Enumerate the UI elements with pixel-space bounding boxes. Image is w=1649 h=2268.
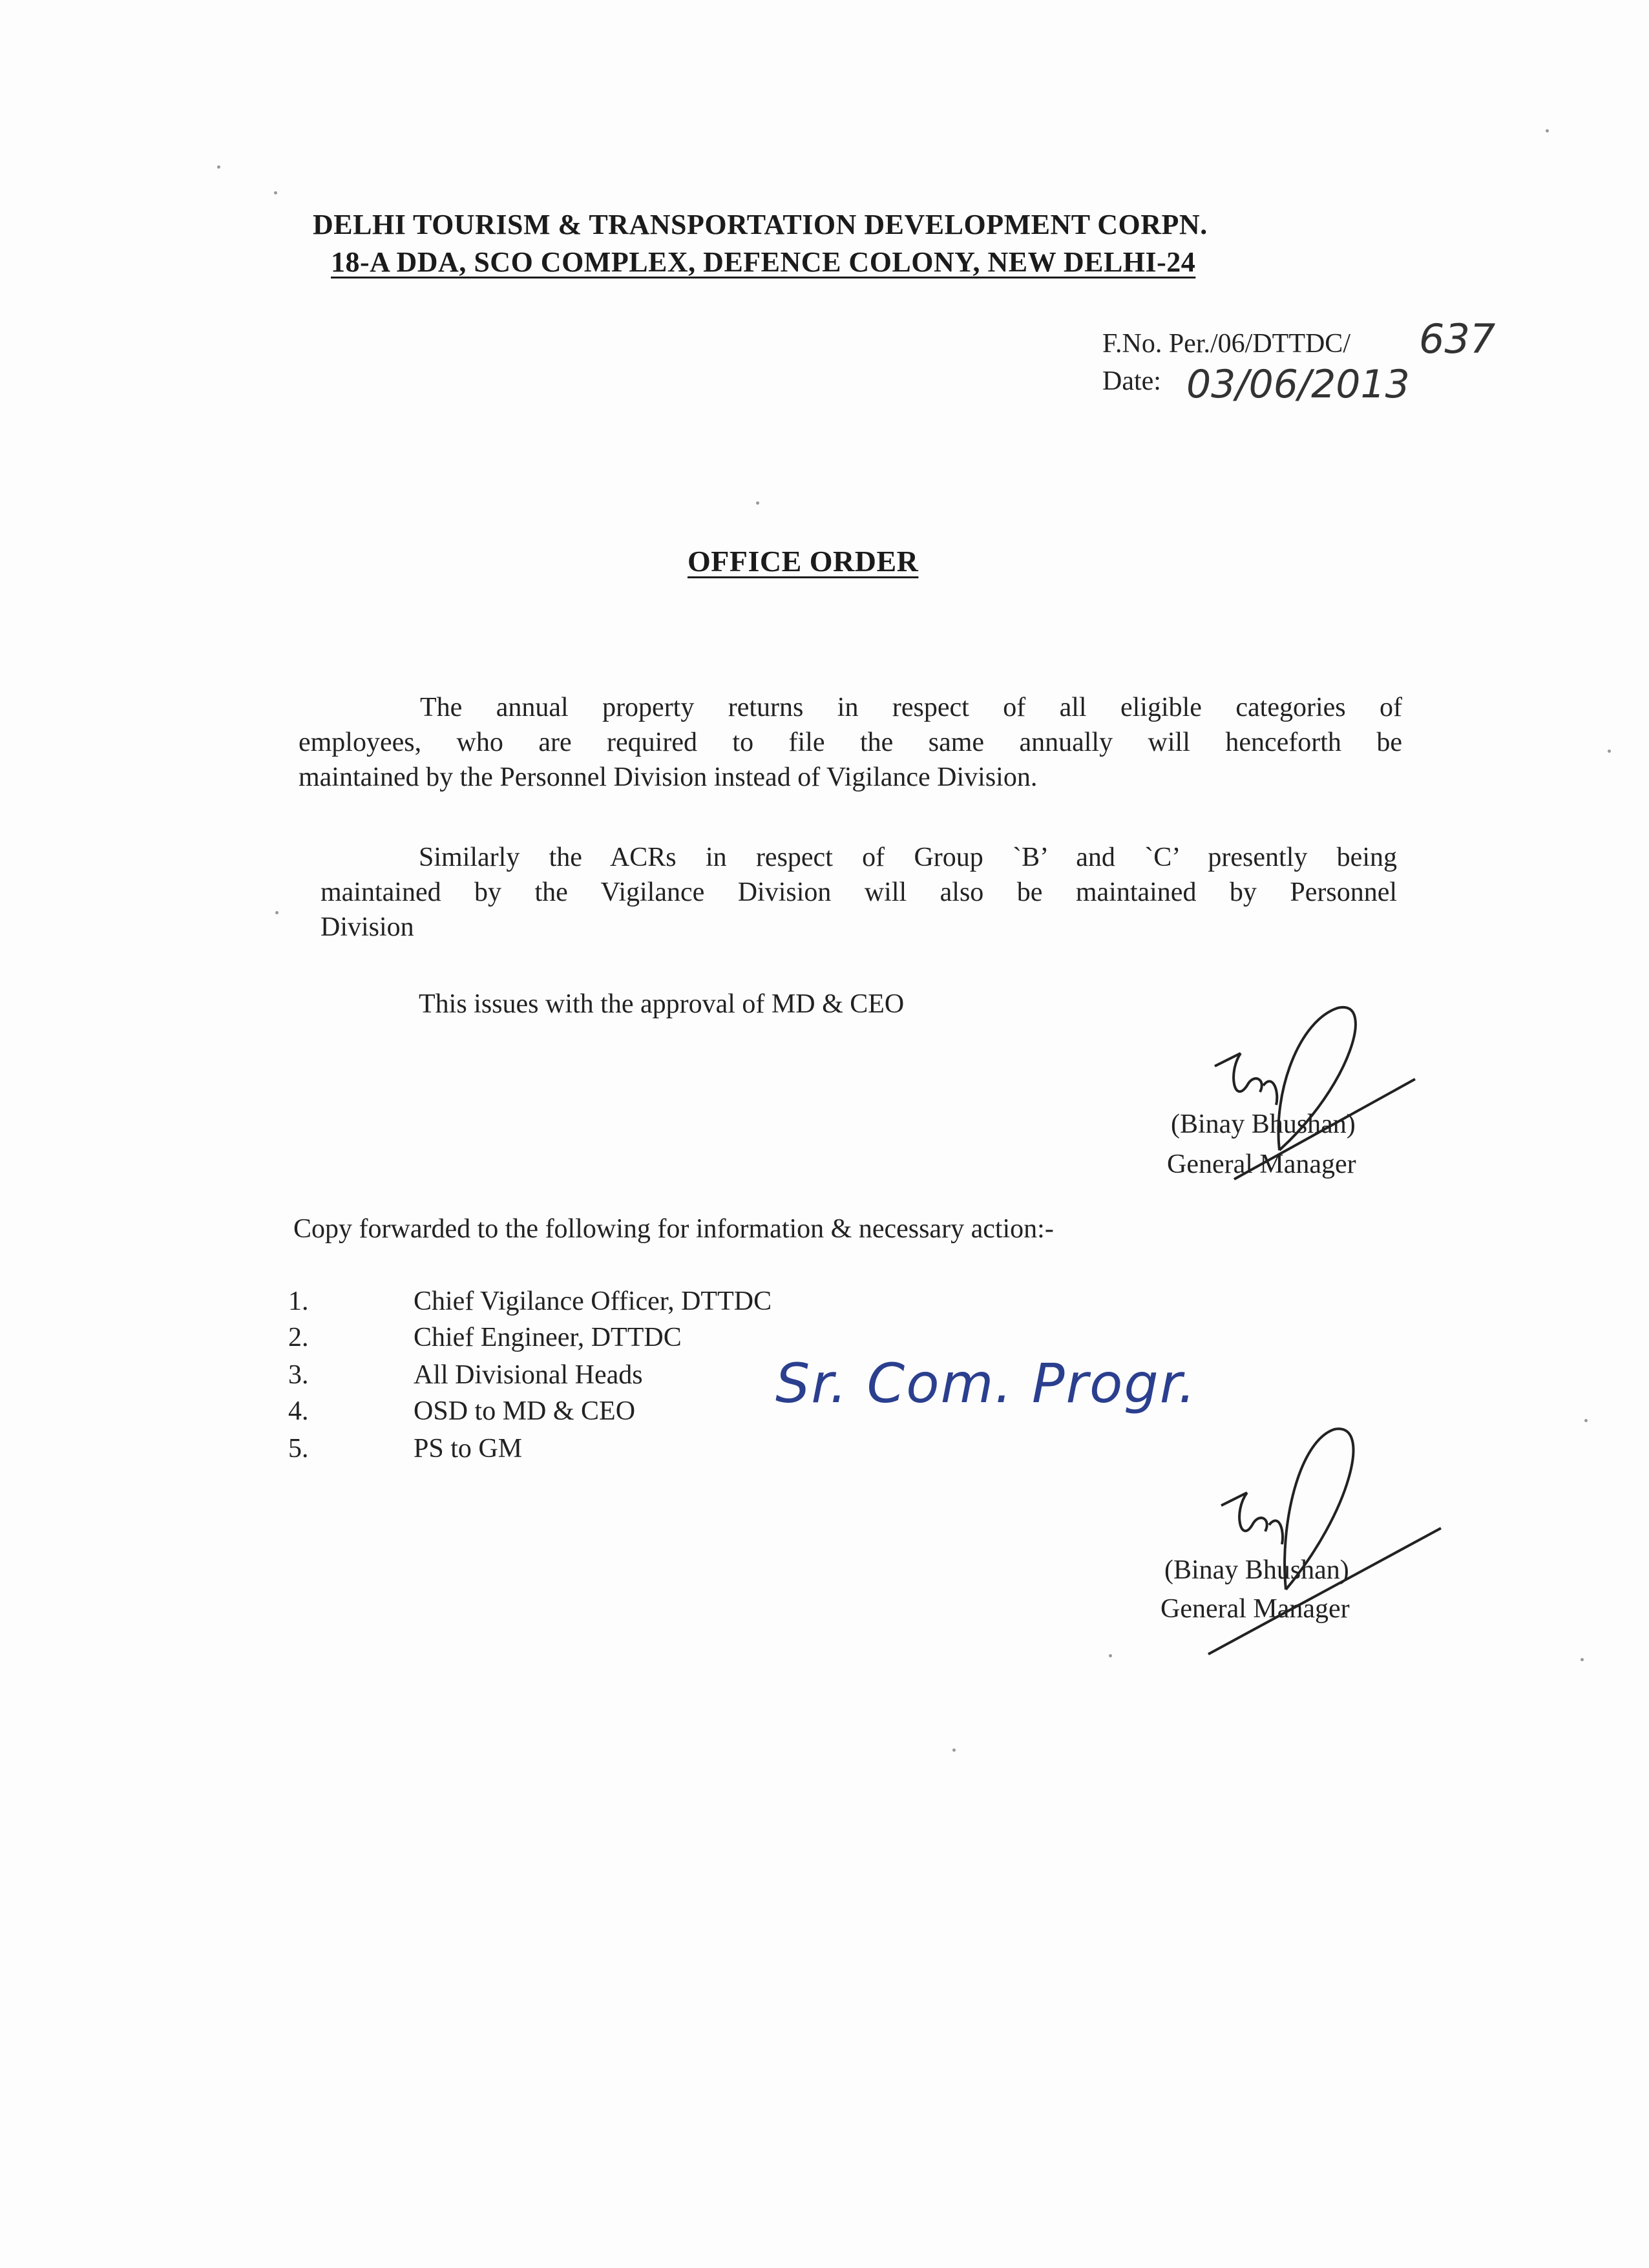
scan-speck: [274, 191, 277, 194]
handwritten-note: Sr. Com. Progr.: [775, 1352, 1197, 1415]
scan-speck: [1584, 1419, 1588, 1422]
list-item: All Divisional Heads: [414, 1360, 643, 1390]
scan-speck: [756, 501, 759, 505]
paragraph-1-line-2: employees, who are required to file the same annually will henceforth be: [299, 728, 1402, 757]
file-number-label: F.No. Per./06/DTTDC/: [1102, 329, 1350, 359]
org-name: DELHI TOURISM & TRANSPORTATION DEVELOPMENT CORPN.: [313, 209, 1208, 240]
signature-2: [1202, 1422, 1460, 1667]
list-item-number: 2.: [288, 1323, 309, 1352]
scan-speck: [1581, 1658, 1584, 1661]
file-number-handwritten: 637: [1419, 315, 1496, 362]
signatory-1-designation: General Manager: [1167, 1150, 1356, 1179]
signatory-1-name: (Binay Bhushan): [1171, 1109, 1356, 1139]
paragraph-2: [320, 840, 1397, 945]
scan-speck: [275, 911, 278, 914]
paragraph-1: [299, 690, 1402, 795]
paragraph-2-line-2: maintained by the Vigilance Division will also be maintained by Personnel: [320, 877, 1397, 907]
signature-1: [1202, 995, 1422, 1215]
paragraph-2-line-3: Division: [320, 912, 414, 942]
signatory-2-name: (Binay Bhushan): [1164, 1555, 1349, 1585]
list-item: Chief Vigilance Officer, DTTDC: [414, 1286, 772, 1316]
copy-forwarded-intro: Copy forwarded to the following for information & necessary action:-: [293, 1214, 1054, 1244]
page-title: OFFICE ORDER: [688, 545, 919, 578]
scan-speck: [217, 165, 220, 169]
list-item: OSD to MD & CEO: [414, 1396, 636, 1426]
paragraph-1-line-1: The annual property returns in respect of all eligible categories of: [420, 693, 1402, 722]
org-address: 18-A DDA, SCO COMPLEX, DEFENCE COLONY, NEW DELHI-24: [331, 246, 1196, 278]
signatory-2-designation: General Manager: [1161, 1594, 1350, 1624]
paragraph-2-line-1: Similarly the ACRs in respect of Group `B’ and `C’ presently being: [419, 843, 1397, 872]
paragraph-3: This issues with the approval of MD & CEO: [419, 989, 905, 1019]
paragraph-1-line-3: maintained by the Personnel Division instead of Vigilance Division.: [299, 762, 1038, 792]
list-item: Chief Engineer, DTTDC: [414, 1323, 682, 1352]
scan-speck: [1608, 750, 1611, 753]
scan-speck: [1546, 129, 1549, 132]
scan-speck: [1109, 1654, 1112, 1657]
list-item: PS to GM: [414, 1434, 523, 1464]
scan-speck: [952, 1748, 956, 1752]
list-item-number: 3.: [288, 1360, 309, 1390]
list-item-number: 4.: [288, 1396, 309, 1426]
date-label: Date:: [1102, 366, 1161, 396]
list-item-number: 5.: [288, 1434, 309, 1464]
date-handwritten: 03/06/2013: [1186, 362, 1410, 407]
list-item-number: 1.: [288, 1286, 309, 1316]
